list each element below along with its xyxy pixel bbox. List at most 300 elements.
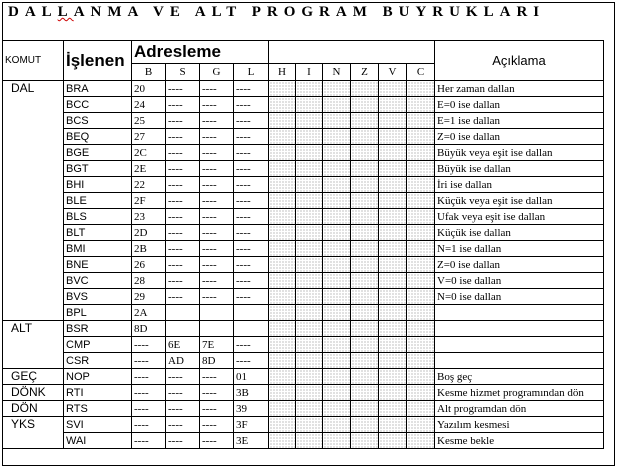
flag-cell: [351, 353, 379, 369]
flag-cell: [323, 193, 351, 209]
flag-cell: [379, 113, 407, 129]
flag-cell: [351, 81, 379, 97]
flag-cell: [351, 129, 379, 145]
addr-l-cell: ----: [234, 289, 269, 305]
flag-cell: [407, 145, 435, 161]
command-group-label: DAL: [3, 81, 64, 321]
addr-g-cell: ----: [200, 193, 234, 209]
flag-cell: [407, 97, 435, 113]
mnemonic-cell: RTI: [64, 385, 132, 401]
addr-b-cell: 2F: [132, 193, 166, 209]
addr-g-cell: ----: [200, 97, 234, 113]
addr-s-cell: [166, 305, 200, 321]
flag-cell: [407, 305, 435, 321]
flag-cell: [296, 289, 323, 305]
adresleme-header: Adresleme: [132, 41, 269, 64]
flag-cell: [296, 241, 323, 257]
mnemonic-cell: BMI: [64, 241, 132, 257]
flag-cell: [351, 417, 379, 433]
addr-b-cell: 23: [132, 209, 166, 225]
addr-l-cell: ----: [234, 81, 269, 97]
addr-l-cell: ----: [234, 209, 269, 225]
mnemonic-cell: BLT: [64, 225, 132, 241]
addr-s-cell: [166, 321, 200, 337]
addr-s-cell: ----: [166, 81, 200, 97]
table-row: [3, 273, 604, 289]
addr-s-cell: ----: [166, 225, 200, 241]
addr-s-cell: 6E: [166, 337, 200, 353]
flag-cell: [323, 97, 351, 113]
addr-g-cell: ----: [200, 241, 234, 257]
addr-g-cell: ----: [200, 401, 234, 417]
flag-cell: [407, 337, 435, 353]
flag-cell: [269, 113, 296, 129]
description-cell: Z=0 ise dallan: [435, 257, 604, 273]
description-cell: [435, 321, 604, 337]
addr-g-cell: 8D: [200, 353, 234, 369]
flag-cell: [323, 305, 351, 321]
addr-l-cell: ----: [234, 145, 269, 161]
flag-cell: [269, 369, 296, 385]
addr-g-cell: ----: [200, 209, 234, 225]
addr-mode-header: S: [166, 64, 200, 81]
flag-cell: [323, 113, 351, 129]
addr-b-cell: 8D: [132, 321, 166, 337]
addr-l-cell: 3B: [234, 385, 269, 401]
flag-cell: [323, 161, 351, 177]
description-cell: E=1 ise dallan: [435, 113, 604, 129]
description-cell: V=0 ise dallan: [435, 273, 604, 289]
flag-cell: [323, 129, 351, 145]
flag-cell: [323, 369, 351, 385]
addr-s-cell: ----: [166, 129, 200, 145]
table-row: [3, 145, 604, 161]
addr-b-cell: 25: [132, 113, 166, 129]
addr-b-cell: 2D: [132, 225, 166, 241]
table-row: [3, 209, 604, 225]
addr-g-cell: ----: [200, 273, 234, 289]
flag-cell: [379, 81, 407, 97]
flag-cell: [323, 385, 351, 401]
command-group-label: ALT: [3, 321, 64, 369]
flag-cell: [351, 193, 379, 209]
table-row: [3, 369, 604, 385]
flag-cell: [351, 145, 379, 161]
flag-cell: [296, 337, 323, 353]
flag-cell: [269, 433, 296, 449]
addr-l-cell: [234, 305, 269, 321]
flag-cell: [269, 209, 296, 225]
addr-s-cell: ----: [166, 113, 200, 129]
flag-cell: [323, 145, 351, 161]
flag-cell: [296, 209, 323, 225]
addr-l-cell: ----: [234, 113, 269, 129]
flag-cell: [296, 417, 323, 433]
addr-g-cell: ----: [200, 257, 234, 273]
flag-cell: [379, 369, 407, 385]
addr-g-cell: ----: [200, 289, 234, 305]
addr-b-cell: 29: [132, 289, 166, 305]
description-cell: Küçük ise dallan: [435, 225, 604, 241]
addr-l-cell: ----: [234, 337, 269, 353]
addr-g-cell: ----: [200, 161, 234, 177]
flag-cell: [379, 161, 407, 177]
flag-cell: [351, 369, 379, 385]
table-row: [3, 289, 604, 305]
flag-header: C: [407, 64, 435, 81]
table-row: [3, 305, 604, 321]
table-row: [3, 385, 604, 401]
table-row: [3, 225, 604, 241]
flag-cell: [351, 257, 379, 273]
description-cell: Küçük veya eşit ise dallan: [435, 193, 604, 209]
command-group-label: GEÇ: [3, 369, 64, 385]
flag-cell: [323, 337, 351, 353]
mnemonic-cell: SVI: [64, 417, 132, 433]
flag-cell: [351, 241, 379, 257]
flag-cell: [407, 401, 435, 417]
addr-s-cell: ----: [166, 145, 200, 161]
flag-cell: [269, 401, 296, 417]
flag-cell: [323, 241, 351, 257]
mnemonic-cell: BNE: [64, 257, 132, 273]
flag-cell: [379, 209, 407, 225]
flag-cell: [269, 257, 296, 273]
flag-cell: [296, 97, 323, 113]
flag-cell: [296, 385, 323, 401]
flag-cell: [269, 225, 296, 241]
flag-cell: [379, 273, 407, 289]
flag-cell: [296, 193, 323, 209]
aciklama-header: Açıklama: [435, 41, 604, 81]
mnemonic-cell: BEQ: [64, 129, 132, 145]
addr-l-cell: ----: [234, 97, 269, 113]
flag-cell: [407, 113, 435, 129]
table-row: [3, 161, 604, 177]
addr-l-cell: ----: [234, 193, 269, 209]
addr-b-cell: ----: [132, 385, 166, 401]
addr-s-cell: ----: [166, 241, 200, 257]
table-row: [3, 337, 604, 353]
addr-g-cell: 7E: [200, 337, 234, 353]
flag-cell: [407, 177, 435, 193]
description-cell: Her zaman dallan: [435, 81, 604, 97]
mnemonic-cell: BLS: [64, 209, 132, 225]
addr-b-cell: 24: [132, 97, 166, 113]
flag-cell: [379, 305, 407, 321]
flag-cell: [323, 353, 351, 369]
flag-cell: [296, 353, 323, 369]
table-row: [3, 113, 604, 129]
flag-header: N: [323, 64, 351, 81]
flag-cell: [269, 145, 296, 161]
flag-cell: [269, 161, 296, 177]
table-row: [3, 257, 604, 273]
flag-cell: [351, 113, 379, 129]
addr-g-cell: ----: [200, 113, 234, 129]
title-part: ANMA VE ALT PROGRAM BUYRUKLARI: [73, 4, 546, 20]
flag-cell: [269, 417, 296, 433]
addr-b-cell: 2B: [132, 241, 166, 257]
flag-cell: [351, 161, 379, 177]
mnemonic-cell: RTS: [64, 401, 132, 417]
mnemonic-cell: BLE: [64, 193, 132, 209]
mnemonic-cell: WAI: [64, 433, 132, 449]
flag-cell: [379, 257, 407, 273]
flag-header: I: [296, 64, 323, 81]
flag-cell: [379, 289, 407, 305]
description-cell: Alt programdan dön: [435, 401, 604, 417]
addr-s-cell: ----: [166, 161, 200, 177]
flag-cell: [351, 289, 379, 305]
flag-cell: [269, 81, 296, 97]
flag-cell: [296, 369, 323, 385]
flag-cell: [407, 193, 435, 209]
flag-cell: [379, 385, 407, 401]
flag-cell: [351, 177, 379, 193]
flag-cell: [269, 353, 296, 369]
flag-cell: [407, 129, 435, 145]
description-cell: N=1 ise dallan: [435, 241, 604, 257]
flag-cell: [351, 305, 379, 321]
flag-cell: [407, 353, 435, 369]
addr-g-cell: ----: [200, 177, 234, 193]
flag-cell: [379, 417, 407, 433]
flag-cell: [269, 129, 296, 145]
flag-cell: [407, 289, 435, 305]
flag-cell: [351, 385, 379, 401]
flag-header: V: [379, 64, 407, 81]
addr-g-cell: ----: [200, 81, 234, 97]
addr-g-cell: ----: [200, 433, 234, 449]
flag-cell: [351, 401, 379, 417]
addr-b-cell: ----: [132, 401, 166, 417]
addr-s-cell: ----: [166, 433, 200, 449]
flag-cell: [407, 161, 435, 177]
description-cell: E=0 ise dallan: [435, 97, 604, 113]
description-cell: Yazılım kesmesi: [435, 417, 604, 433]
flag-cell: [351, 273, 379, 289]
addr-g-cell: ----: [200, 145, 234, 161]
addr-s-cell: ----: [166, 417, 200, 433]
description-cell: N=0 ise dallan: [435, 289, 604, 305]
command-group-label: YKS: [3, 417, 64, 449]
table-row: [3, 401, 604, 417]
flag-cell: [407, 321, 435, 337]
flag-cell: [296, 177, 323, 193]
title-part: DAL: [8, 4, 58, 20]
flag-cell: [379, 225, 407, 241]
description-cell: Büyük veya eşit ise dallan: [435, 145, 604, 161]
flag-cell: [296, 401, 323, 417]
addr-l-cell: ----: [234, 257, 269, 273]
flag-cell: [379, 401, 407, 417]
flag-cell: [407, 417, 435, 433]
addr-mode-header: G: [200, 64, 234, 81]
addr-b-cell: 2E: [132, 161, 166, 177]
flag-cell: [351, 97, 379, 113]
flag-cell: [323, 81, 351, 97]
mnemonic-cell: BGT: [64, 161, 132, 177]
flag-cell: [269, 193, 296, 209]
description-cell: İri ise dallan: [435, 177, 604, 193]
flag-cell: [407, 273, 435, 289]
mnemonic-cell: CMP: [64, 337, 132, 353]
addr-b-cell: ----: [132, 369, 166, 385]
table-row: [3, 177, 604, 193]
flag-cell: [407, 209, 435, 225]
flag-cell: [351, 433, 379, 449]
addr-b-cell: 22: [132, 177, 166, 193]
description-cell: Boş geç: [435, 369, 604, 385]
flag-cell: [269, 321, 296, 337]
flag-cell: [296, 273, 323, 289]
mnemonic-cell: BRA: [64, 81, 132, 97]
flag-cell: [269, 241, 296, 257]
description-cell: Büyük ise dallan: [435, 161, 604, 177]
flags-header-blank: [269, 41, 435, 64]
description-cell: Z=0 ise dallan: [435, 129, 604, 145]
addr-g-cell: ----: [200, 417, 234, 433]
flag-cell: [379, 241, 407, 257]
table-row: [3, 417, 604, 433]
addr-s-cell: ----: [166, 385, 200, 401]
flag-header: H: [269, 64, 296, 81]
flag-cell: [351, 321, 379, 337]
mnemonic-cell: BVS: [64, 289, 132, 305]
description-cell: Ufak veya eşit ise dallan: [435, 209, 604, 225]
table-row: [3, 241, 604, 257]
flag-cell: [296, 161, 323, 177]
flag-cell: [407, 81, 435, 97]
addr-l-cell: 01: [234, 369, 269, 385]
flag-cell: [323, 289, 351, 305]
addr-b-cell: 26: [132, 257, 166, 273]
flag-cell: [379, 433, 407, 449]
addr-l-cell: ----: [234, 161, 269, 177]
flag-cell: [323, 257, 351, 273]
flag-cell: [269, 289, 296, 305]
flag-cell: [351, 225, 379, 241]
addr-b-cell: ----: [132, 417, 166, 433]
mnemonic-cell: CSR: [64, 353, 132, 369]
flag-cell: [323, 209, 351, 225]
table-row: [3, 353, 604, 369]
addr-b-cell: 2A: [132, 305, 166, 321]
addr-s-cell: ----: [166, 257, 200, 273]
flag-cell: [379, 129, 407, 145]
flag-cell: [379, 321, 407, 337]
table-row: [3, 193, 604, 209]
description-cell: [435, 353, 604, 369]
flag-cell: [379, 97, 407, 113]
flag-cell: [323, 417, 351, 433]
addr-b-cell: 28: [132, 273, 166, 289]
description-cell: [435, 305, 604, 321]
addr-l-cell: ----: [234, 353, 269, 369]
addr-s-cell: ----: [166, 177, 200, 193]
addr-g-cell: ----: [200, 225, 234, 241]
instruction-table: [2, 40, 604, 449]
islenen-header: İşlenen: [64, 41, 132, 81]
addr-s-cell: ----: [166, 273, 200, 289]
description-cell: Kesme bekle: [435, 433, 604, 449]
mnemonic-cell: BGE: [64, 145, 132, 161]
flag-cell: [323, 433, 351, 449]
flag-cell: [296, 321, 323, 337]
flag-cell: [379, 353, 407, 369]
flag-cell: [296, 81, 323, 97]
komut-header: KOMUT: [3, 41, 64, 81]
flag-cell: [407, 369, 435, 385]
flag-cell: [323, 273, 351, 289]
addr-b-cell: ----: [132, 433, 166, 449]
addr-b-cell: 20: [132, 81, 166, 97]
addr-l-cell: ----: [234, 225, 269, 241]
flag-cell: [407, 241, 435, 257]
flag-cell: [351, 337, 379, 353]
addr-s-cell: ----: [166, 193, 200, 209]
flag-cell: [269, 305, 296, 321]
addr-s-cell: ----: [166, 209, 200, 225]
flag-cell: [323, 321, 351, 337]
table-row: [3, 321, 604, 337]
mnemonic-cell: BCS: [64, 113, 132, 129]
command-group-label: DÖNK: [3, 385, 64, 401]
flag-cell: [269, 337, 296, 353]
addr-s-cell: ----: [166, 97, 200, 113]
flag-cell: [269, 385, 296, 401]
mnemonic-cell: BVC: [64, 273, 132, 289]
flag-cell: [296, 145, 323, 161]
flag-cell: [379, 193, 407, 209]
mnemonic-cell: BSR: [64, 321, 132, 337]
addr-b-cell: 2C: [132, 145, 166, 161]
flag-header: Z: [351, 64, 379, 81]
addr-s-cell: ----: [166, 369, 200, 385]
flag-cell: [407, 257, 435, 273]
flag-cell: [269, 273, 296, 289]
flag-cell: [296, 433, 323, 449]
addr-l-cell: ----: [234, 177, 269, 193]
flag-cell: [379, 145, 407, 161]
description-cell: Kesme hizmet programından dön: [435, 385, 604, 401]
flag-cell: [407, 385, 435, 401]
flag-cell: [269, 177, 296, 193]
flag-cell: [296, 305, 323, 321]
page-title: [8, 4, 545, 21]
mnemonic-cell: BCC: [64, 97, 132, 113]
flag-cell: [296, 257, 323, 273]
addr-g-cell: ----: [200, 369, 234, 385]
flag-cell: [407, 225, 435, 241]
addr-b-cell: 27: [132, 129, 166, 145]
flag-cell: [379, 177, 407, 193]
addr-l-cell: [234, 321, 269, 337]
mnemonic-cell: BHI: [64, 177, 132, 193]
addr-l-cell: 3F: [234, 417, 269, 433]
addr-s-cell: ----: [166, 401, 200, 417]
table-row: [3, 81, 604, 97]
table-row: [3, 129, 604, 145]
addr-l-cell: ----: [234, 129, 269, 145]
addr-l-cell: ----: [234, 241, 269, 257]
addr-g-cell: ----: [200, 129, 234, 145]
addr-l-cell: 39: [234, 401, 269, 417]
addr-g-cell: [200, 321, 234, 337]
mnemonic-cell: BPL: [64, 305, 132, 321]
addr-l-cell: 3E: [234, 433, 269, 449]
